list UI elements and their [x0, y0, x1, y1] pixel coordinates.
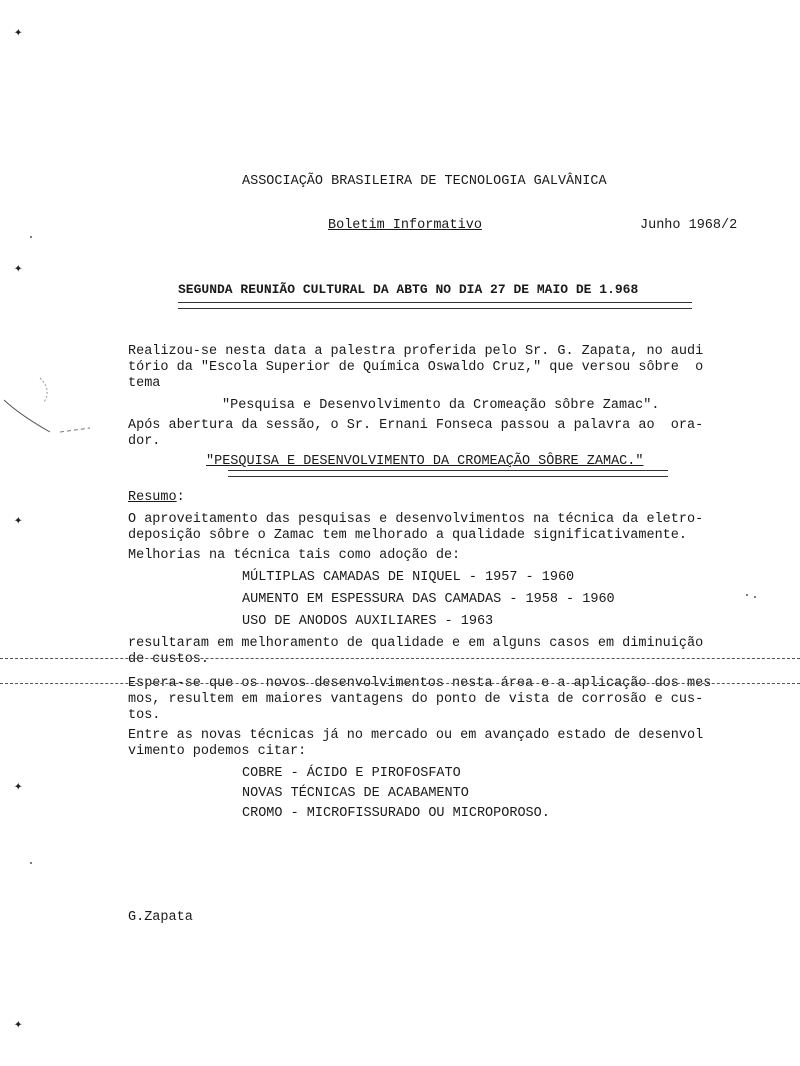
scan-line-artifact [0, 658, 800, 659]
title-double-underline [178, 302, 692, 309]
technique-item: NOVAS TÉCNICAS DE ACABAMENTO [242, 786, 469, 801]
summary-p4-line-1: Espera-se que os novos desenvolvimentos nesta área e a aplicação dos mes [128, 676, 712, 691]
scan-line-artifact [0, 683, 800, 684]
punch-hole-icon: ✦ [14, 513, 23, 529]
speck [30, 862, 32, 864]
improvement-item: USO DE ANODOS AUXILIARES - 1963 [242, 614, 494, 629]
technique-item: COBRE - ÁCIDO E PIROFOSFATO [242, 766, 461, 781]
bulletin-date: Junho 1968/2 [640, 218, 738, 233]
intro-line-4: Após abertura da sessão, o Sr. Ernani Fonseca passou a palavra ao ora- [128, 418, 704, 433]
intro-theme: "Pesquisa e Desenvolvimento da Cromeação sôbre Zamac". [222, 398, 660, 413]
summary-p4-line-3: tos. [128, 708, 161, 723]
speck [746, 594, 748, 596]
summary-p2: Melhorias na técnica tais como adoção de: [128, 548, 461, 563]
summary-p4-line-2: mos, resultem em maiores vantagens do ponto de vista de corrosão e cus- [128, 692, 704, 707]
summary-heading-colon: : [176, 490, 185, 505]
improvement-item: AUMENTO EM ESPESSURA DAS CAMADAS - 1958 - 1960 [242, 592, 615, 607]
signature: G.Zapata [128, 910, 193, 925]
intro-line-5: dor. [128, 434, 161, 449]
punch-hole-icon: ✦ [14, 779, 23, 795]
talk-title: "PESQUISA E DESENVOLVIMENTO DA CROMEAÇÃO SÔBRE ZAMAC." [206, 454, 644, 469]
intro-line-2: tório da "Escola Superior de Química Oswaldo Cruz," que versou sôbre o [128, 360, 704, 375]
summary-p3-line-1: resultaram em melhoramento de qualidade e em alguns casos em diminuição [128, 636, 704, 651]
summary-p5-line-2: vimento podemos citar: [128, 744, 307, 759]
speck [754, 596, 756, 598]
technique-item: CROMO - MICROFISSURADO OU MICROPOROSO. [242, 806, 550, 821]
punch-hole-icon: ✦ [14, 25, 23, 41]
meeting-title: SEGUNDA REUNIÃO CULTURAL DA ABTG NO DIA 27 DE MAIO DE 1.968 [178, 282, 639, 297]
punch-hole-icon: ✦ [14, 1017, 23, 1033]
summary-p1-line-2: deposição sôbre o Zamac tem melhorado a qualidade significativamente. [128, 528, 687, 543]
talk-title-underline [228, 470, 668, 477]
summary-p3-line-2: de custos. [128, 652, 210, 667]
bulletin-title: Boletim Informativo [328, 218, 482, 233]
summary-heading: Resumo [128, 490, 177, 505]
summary-p5-line-1: Entre as novas técnicas já no mercado ou em avançado estado de desenvol [128, 728, 704, 743]
improvement-item: MÚLTIPLAS CAMADAS DE NIQUEL - 1957 - 1960 [242, 570, 575, 585]
summary-p1-line-1: O aproveitamento das pesquisas e desenvolvimentos na técnica da eletro- [128, 512, 704, 527]
summary-heading-row [128, 490, 185, 506]
scan-artifact-curve [0, 370, 110, 440]
org-heading: ASSOCIAÇÃO BRASILEIRA DE TECNOLOGIA GALVÂNICA [242, 174, 607, 189]
speck [30, 236, 32, 238]
intro-line-3: tema [128, 376, 161, 391]
punch-hole-icon: ✦ [14, 261, 23, 277]
intro-line-1: Realizou-se nesta data a palestra proferida pelo Sr. G. Zapata, no audi [128, 344, 704, 359]
